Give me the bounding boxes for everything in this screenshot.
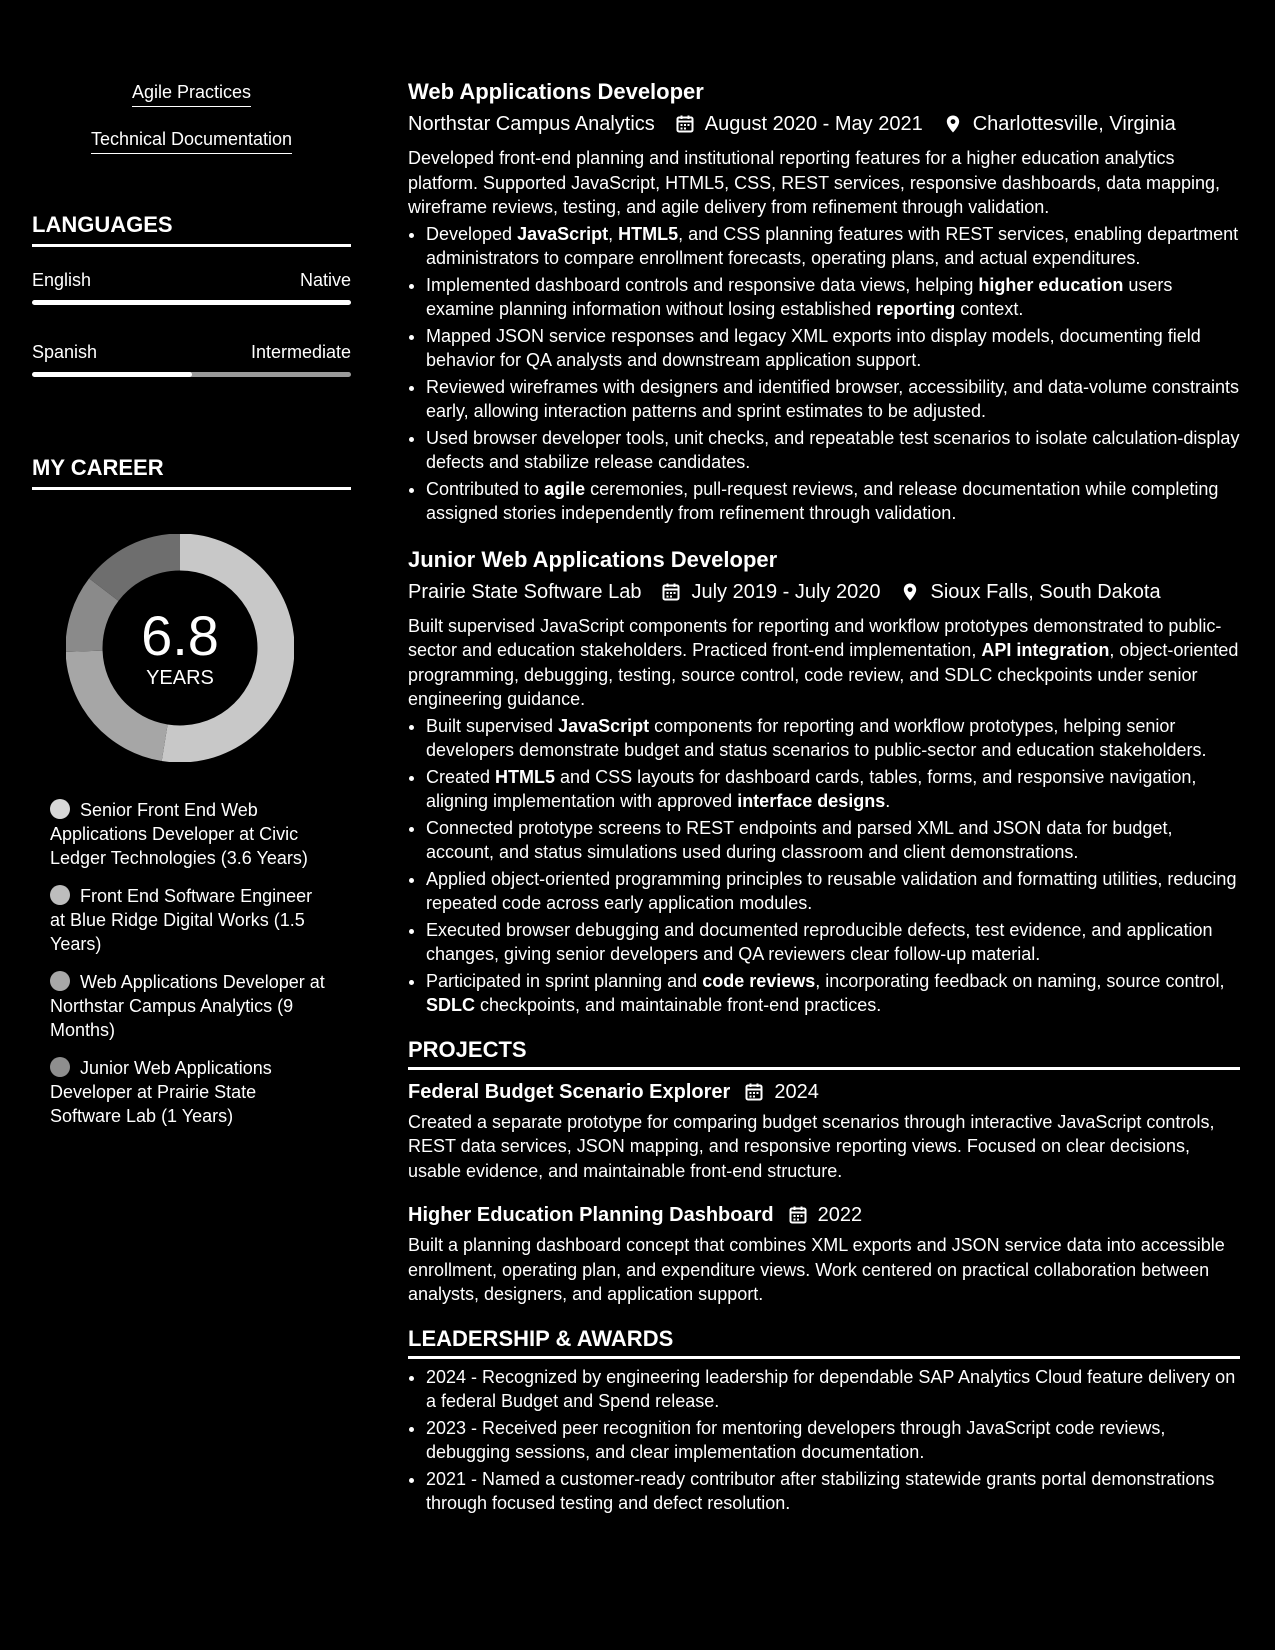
job-bullet	[426, 477, 1240, 526]
projects-heading: PROJECTS	[408, 1036, 1240, 1070]
experience-entry	[408, 78, 1240, 526]
bold-keyword: JavaScript	[558, 715, 650, 736]
skills-list	[32, 80, 351, 154]
bold-keyword: higher education	[978, 274, 1124, 295]
career-legend-label: Senior Front End Web Applications Developer at Civic Ledger Technologies (3.6 Years)	[50, 800, 308, 868]
text-segment: and CSS layouts for dashboard cards, tables, forms, and responsive navigation, aligning implementation with approved	[426, 766, 1197, 811]
job-dates: July 2019 - July 2020	[691, 580, 881, 603]
project-year: 2024	[774, 1080, 819, 1103]
project-year: 2022	[817, 1204, 863, 1226]
text-segment: users examine planning information without losing established	[426, 274, 1173, 319]
text-segment: Built supervised JavaScript components for reporting and workflow prototypes demonstrated to public-sector and education stakeholders. Practiced front-end implementation,	[408, 615, 1222, 660]
skill-item: Technical Documentation	[91, 127, 292, 154]
project-entry	[408, 1078, 1240, 1184]
leadership-heading: LEADERSHIP & AWARDS	[408, 1325, 1240, 1359]
job-dates: August 2020 - May 2021	[704, 113, 923, 135]
calendar-icon	[788, 1205, 808, 1225]
text-segment: Applied object-oriented programming principles to reusable validation and formatting utilities, reducing repeated code across early application modules.	[426, 868, 1237, 913]
job-meta	[408, 578, 1240, 606]
job-meta	[408, 110, 1240, 138]
language-item	[32, 341, 351, 377]
text-segment: , object-oriented programming, debugging, testing, source control, code review, and SDLC checkpoints under senior engineering guidance.	[408, 640, 1239, 709]
career-legend-label: Front End Software Engineer at Blue Ridge Digital Works (1.5 Years)	[50, 886, 313, 954]
text-segment: Mapped JSON service responses and legacy XML exports into display models, documenting field behavior for QA analysts and downstream application support.	[426, 325, 1201, 370]
job-bullet	[426, 324, 1240, 373]
text-segment: Developed	[426, 223, 518, 244]
text-segment: Executed browser debugging and documented reproducible defects, test evidence, and application changes, giving senior developers and QA reviewers clear follow-up material.	[426, 919, 1213, 964]
calendar-icon	[661, 582, 681, 602]
bold-keyword: API integration	[981, 640, 1110, 660]
experience-entry	[408, 546, 1240, 1018]
leadership-item: • 2021 - Named a customer-ready contributor after stabilizing statewide grants portal demonstrations through focused testing and defect resolution.	[426, 1467, 1240, 1516]
company-name: Prairie State Software Lab	[408, 580, 642, 603]
project-title-row	[408, 1201, 1240, 1229]
career-section	[32, 455, 351, 1128]
legend-dot-icon	[50, 971, 70, 991]
project-title-row	[408, 1078, 1240, 1106]
project-description: Built a planning dashboard concept that combines XML exports and JSON service data into accessible enrollment, operating plan, and expenditure views. Work centered on practical collaboration between analysts, designers, and application support.	[408, 1235, 1225, 1304]
text-segment: Used browser developer tools, unit checks, and repeatable test scenarios to isolate calculation-display defects and stabilize release candidates.	[426, 427, 1240, 472]
calendar-icon	[675, 114, 695, 134]
career-legend-item	[50, 884, 330, 956]
project-title: Higher Education Planning Dashboard	[408, 1204, 774, 1226]
career-total-unit: YEARS	[146, 667, 214, 689]
language-proficiency-bar	[32, 372, 351, 377]
text-segment: , incorporating feedback on naming, source control,	[815, 970, 1225, 991]
text-segment: Participated in sprint planning and	[426, 970, 703, 991]
bold-keyword: code reviews	[702, 970, 816, 991]
bold-keyword: interface designs	[737, 791, 886, 811]
leadership-section	[408, 1325, 1240, 1516]
bold-keyword: SDLC	[426, 995, 475, 1015]
legend-dot-icon	[50, 885, 70, 905]
job-bullet	[426, 918, 1240, 967]
job-location: Charlottesville, Virginia	[972, 113, 1176, 135]
career-donut-chart	[66, 534, 294, 762]
job-bullet	[426, 375, 1240, 424]
text-segment: Built supervised	[426, 715, 559, 736]
language-name: English	[32, 270, 92, 290]
job-bullet	[426, 816, 1240, 865]
career-legend-label: Web Applications Developer at Northstar Campus Analytics (9 Months)	[50, 972, 325, 1040]
job-bullet	[426, 765, 1240, 814]
map-pin-icon	[900, 582, 920, 602]
bold-keyword: reporting	[876, 299, 956, 319]
job-summary: Developed front-end planning and institutional reporting features for a higher education analytics platform. Supported JavaScript, HTML5, CSS, REST services, responsive dashboards, data mapping, wireframe reviews, testing, and agile delivery from refinement through validation.	[408, 148, 1221, 217]
bold-keyword: HTML5	[495, 766, 556, 787]
text-segment: Implemented dashboard controls and responsive data views, helping	[426, 274, 979, 295]
job-title: Web Applications Developer	[408, 79, 704, 104]
leadership-item: • 2024 - Recognized by engineering leadership for dependable SAP Analytics Cloud feature delivery on a federal Budget and Spend release.	[426, 1365, 1240, 1414]
text-segment: ceremonies, pull-request reviews, and release documentation while completing assigned stories independently from refinement through validation.	[426, 478, 1219, 523]
project-description: Created a separate prototype for comparing budget scenarios through interactive JavaScript controls, REST data services, JSON mapping, and responsive reporting views. Focused on clear decisions, usable evidence, and maintainable front-end structure.	[408, 1111, 1215, 1181]
career-legend	[50, 798, 330, 1128]
language-proficiency-fill	[32, 372, 192, 377]
company-name: Northstar Campus Analytics	[408, 113, 655, 135]
text-segment: Contributed to	[426, 478, 545, 499]
career-legend-label: Junior Web Applications Developer at Prairie State Software Lab (1 Years)	[50, 1058, 272, 1126]
text-segment: Connected prototype screens to REST endpoints and parsed XML and JSON data for budget, account, and status simulations used during classroom and client demonstrations.	[426, 817, 1173, 862]
calendar-icon	[744, 1082, 764, 1102]
job-bullet	[426, 714, 1240, 763]
job-bullet	[426, 969, 1240, 1018]
text-segment: ,	[608, 223, 619, 244]
job-bullet	[426, 222, 1240, 271]
language-level: Native	[299, 270, 351, 290]
text-segment: , and CSS planning features with REST services, enabling department administrators to compare enrollment forecasts, operating plans, and actual expenditures.	[426, 223, 1239, 268]
leadership-item: • 2023 - Received peer recognition for mentoring developers through JavaScript code reviews, debugging sessions, and clear implementation documentation.	[426, 1416, 1240, 1465]
leadership-list	[408, 1365, 1240, 1516]
language-item	[32, 269, 351, 305]
project-entry	[408, 1201, 1240, 1307]
text-segment: Created	[426, 766, 496, 787]
job-location: Sioux Falls, South Dakota	[930, 580, 1161, 603]
job-bullets	[408, 714, 1240, 1018]
language-proficiency-bar	[32, 300, 351, 305]
sidebar	[32, 80, 351, 1142]
career-legend-item	[50, 970, 330, 1042]
experience-section	[408, 78, 1240, 1018]
job-bullet	[426, 273, 1240, 322]
bold-keyword: JavaScript	[517, 223, 609, 244]
text-segment: Reviewed wireframes with designers and identified browser, accessibility, and data-volume constraints early, allowing interaction patterns and sprint estimates to be adjusted.	[426, 376, 1240, 421]
languages-section	[32, 212, 351, 377]
language-level: Intermediate	[250, 342, 351, 362]
language-name: Spanish	[32, 342, 98, 362]
text-segment: context.	[955, 299, 1024, 319]
bold-keyword: HTML5	[618, 223, 679, 244]
job-title: Junior Web Applications Developer	[408, 546, 778, 572]
job-bullets	[408, 222, 1240, 526]
project-title: Federal Budget Scenario Explorer	[408, 1080, 731, 1103]
job-summary	[408, 614, 1240, 712]
map-pin-icon	[943, 114, 963, 134]
main-content	[408, 78, 1240, 1518]
skill-item: Agile Practices	[132, 80, 251, 107]
text-segment: checkpoints, and maintainable front-end practices.	[475, 995, 882, 1015]
job-bullet	[426, 867, 1240, 916]
career-total-value: 6.8	[141, 604, 219, 667]
career-legend-item	[50, 1056, 330, 1128]
legend-dot-icon	[50, 799, 70, 819]
legend-dot-icon	[50, 1057, 70, 1077]
job-bullet	[426, 426, 1240, 475]
bold-keyword: agile	[544, 478, 586, 499]
text-segment: components for reporting and workflow prototypes, helping senior developers demonstrate budget and status scenarios to public-sector and education stakeholders.	[426, 715, 1207, 760]
language-proficiency-fill	[32, 300, 351, 305]
text-segment: .	[885, 791, 891, 811]
projects-section	[408, 1036, 1240, 1307]
career-heading: MY CAREER	[32, 455, 351, 490]
languages-heading: LANGUAGES	[32, 212, 351, 247]
career-legend-item	[50, 798, 330, 870]
